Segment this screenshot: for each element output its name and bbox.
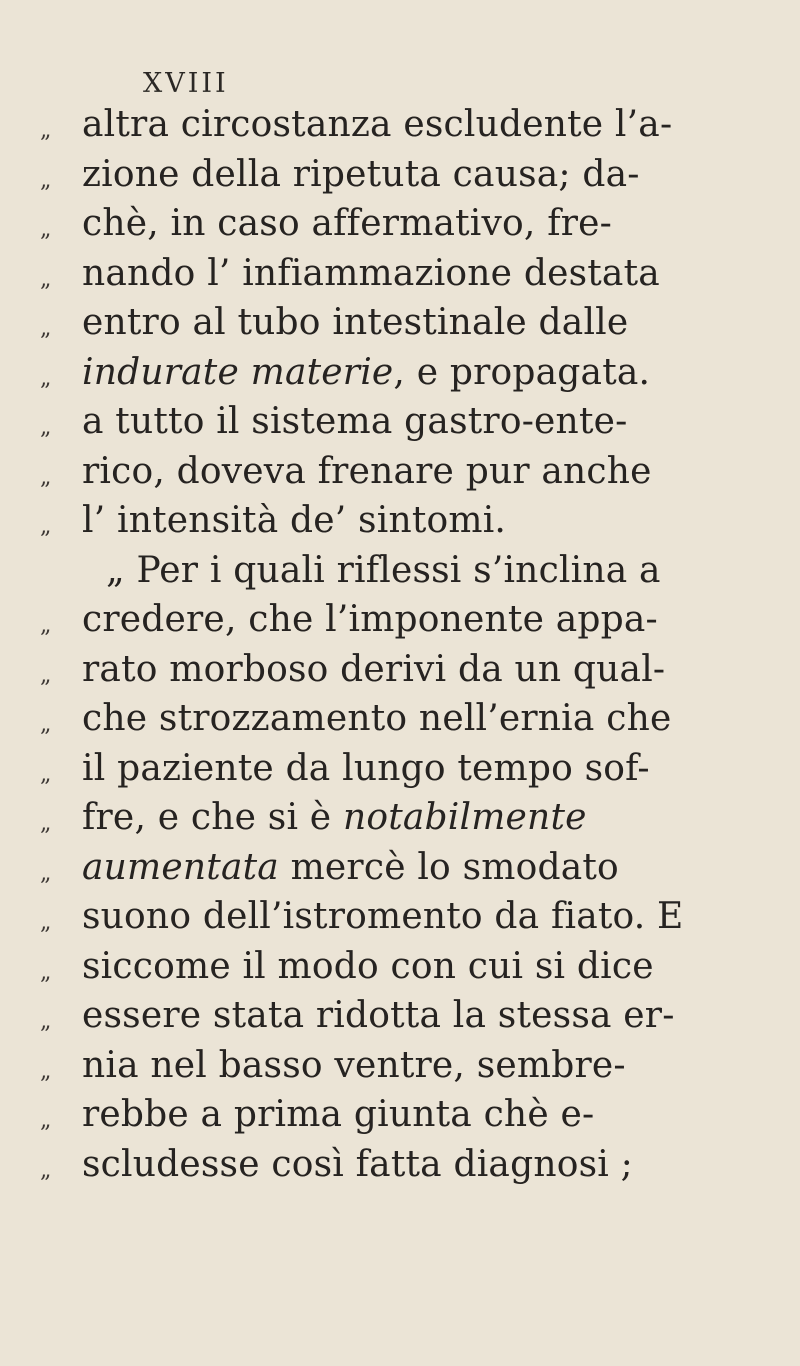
quote-mark: „ [40,1108,52,1133]
text-line [40,993,770,1043]
text-line [40,152,770,202]
line-text: rico, doveva frenare pur anche [82,450,652,492]
line-text: che strozzamento nell’ernia che [82,698,672,739]
line-text: a tutto il sistema gastro-ente- [82,401,628,442]
text-line [40,350,770,400]
text-line [40,498,770,548]
line-text: rato morboso derivi da un qual- [82,648,666,690]
quote-mark: „ [40,761,52,787]
line-text: essere stata ridotta la stessa er- [82,995,675,1036]
line-text: l’ intensità de’ sintomi. [82,500,507,541]
line-text [82,845,619,891]
text-line [40,647,770,697]
page-body [40,102,770,1191]
quote-mark: „ [40,1058,52,1084]
line-text: scludesse così fatta diagnosi ; [82,1143,633,1185]
quote-mark: „ [40,514,52,539]
line-text: „ Per i quali riflessi s’inclina a [106,549,661,591]
line-text: nando l’ infiammazione destata [82,252,660,294]
text-line [40,1142,770,1192]
text-line [40,696,770,746]
quote-mark: „ [40,365,52,391]
line-text: il paziente da lungo tempo sof- [82,747,650,789]
italic-text: aumentata [82,846,279,888]
line-text [82,795,587,841]
quote-mark: „ [40,464,52,490]
quote-mark: „ [40,811,52,836]
paragraph-start-line [40,548,770,598]
text-line [40,944,770,994]
quote-mark: „ [40,118,52,143]
text-line [40,597,770,647]
text-line [40,845,770,895]
quote-mark: „ [40,1157,52,1183]
text-line [40,399,770,449]
text-line [40,1043,770,1093]
line-text: credere, che l’imponente appa- [82,599,658,640]
quote-mark: „ [40,415,52,440]
line-text-lead: fre, e che si è [82,797,343,838]
quote-mark: „ [40,860,52,886]
quote-mark: „ [40,217,52,242]
line-text-continuation: mercè lo smodato [278,846,619,888]
quote-mark: „ [40,959,52,985]
italic-text: notabilmente [342,797,587,838]
page-number: XVIII [143,68,229,99]
line-text-continuation: , e propagata. [393,351,651,393]
text-line [40,1092,770,1142]
text-line [40,102,770,152]
quote-mark: „ [40,662,52,688]
text-line [40,746,770,796]
italic-text: indurate materie [82,351,394,393]
line-text: chè, in caso affermativo, fre- [82,203,613,244]
line-text [82,350,650,396]
quote-mark: „ [40,167,52,193]
text-line [40,201,770,251]
quote-mark: „ [40,266,52,292]
text-line [40,300,770,350]
line-text: altra circostanza escludente l’a- [82,104,673,145]
quote-mark: „ [40,1009,52,1034]
line-text: suono dell’istromento da fiato. E [82,896,684,937]
line-text: rebbe a prima giunta chè e- [82,1094,595,1135]
line-text: entro al tubo intestinale dalle [82,302,629,343]
text-line [40,894,770,944]
quote-mark: „ [40,613,52,638]
quote-mark: „ [40,712,52,737]
text-line [40,449,770,499]
line-text: zione della ripetuta causa; da- [82,153,640,195]
quote-mark: „ [40,316,52,341]
text-line [40,795,770,845]
quote-mark: „ [40,910,52,935]
line-text: siccome il modo con cui si dice [82,945,654,987]
line-text: nia nel basso ventre, sembre- [82,1044,626,1086]
text-line [40,251,770,301]
